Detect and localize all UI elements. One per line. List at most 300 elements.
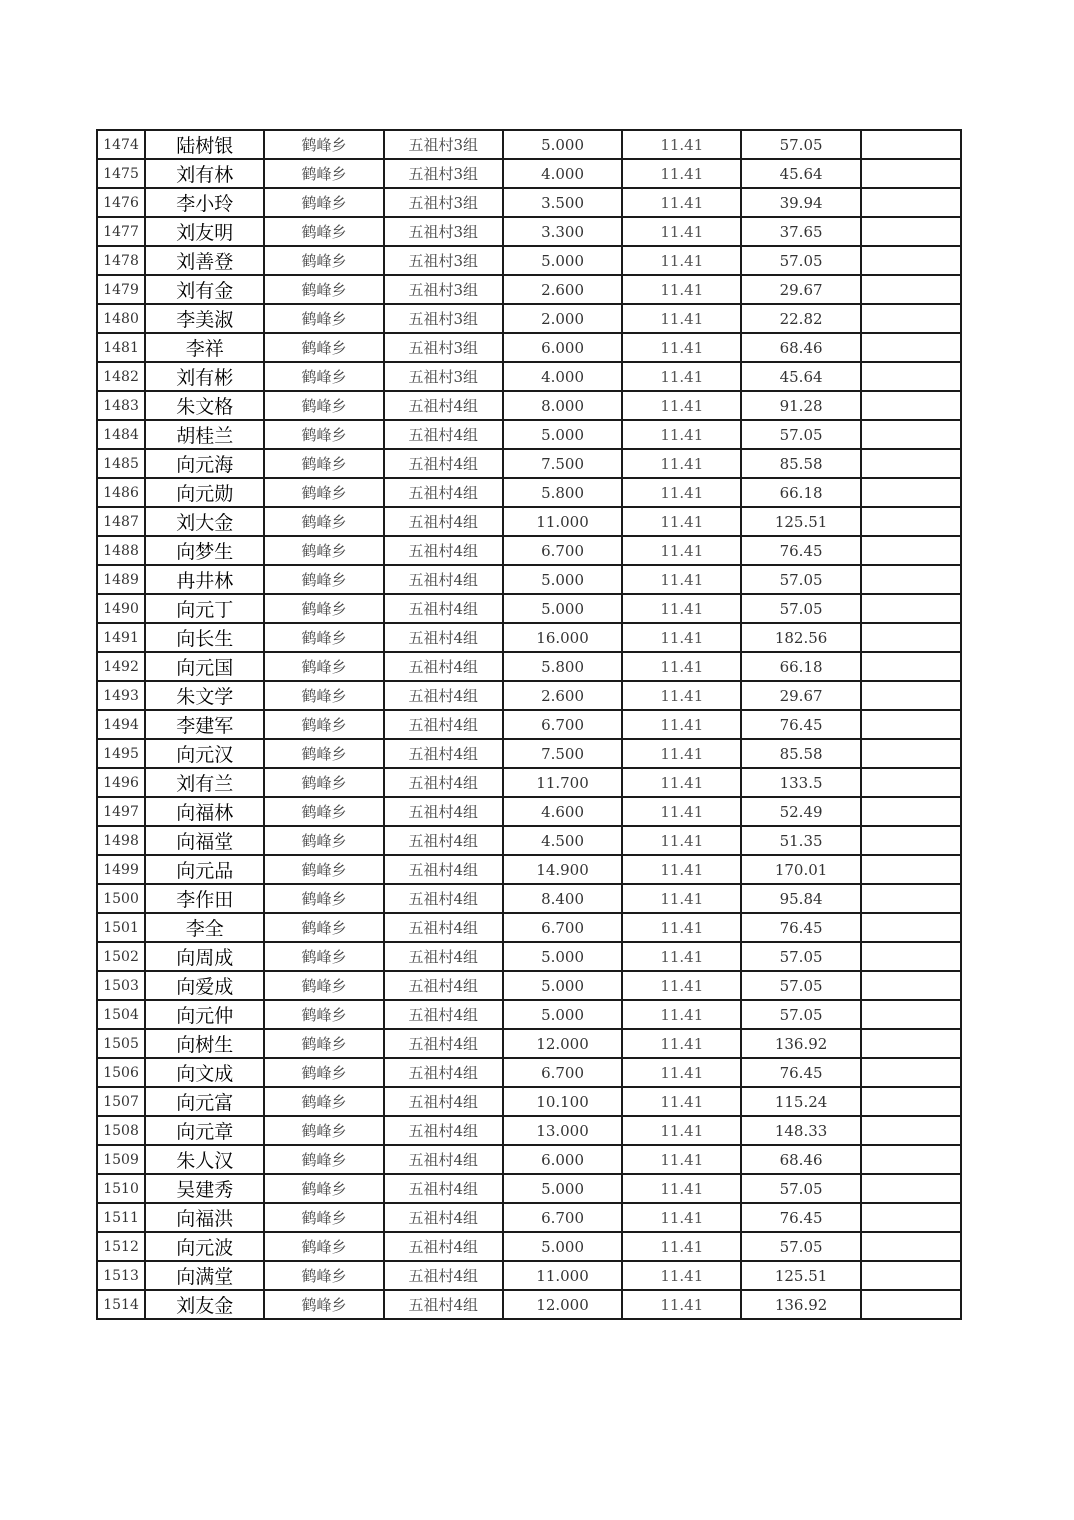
subsidy-ledger-table bbox=[96, 129, 962, 1320]
name-cell: 向元波 bbox=[145, 1232, 264, 1261]
amount-cell: 57.05 bbox=[741, 594, 860, 623]
note-cell bbox=[861, 1145, 961, 1174]
note-cell bbox=[861, 681, 961, 710]
township-cell: 鹤峰乡 bbox=[264, 391, 383, 420]
area-cell: 6.700 bbox=[503, 1203, 622, 1232]
township-cell: 鹤峰乡 bbox=[264, 1000, 383, 1029]
village-group-cell: 五祖村4组 bbox=[384, 971, 503, 1000]
note-cell bbox=[861, 971, 961, 1000]
note-cell bbox=[861, 449, 961, 478]
amount-cell: 57.05 bbox=[741, 565, 860, 594]
amount-cell: 125.51 bbox=[741, 507, 860, 536]
name-cell: 向元仲 bbox=[145, 1000, 264, 1029]
table-row bbox=[97, 826, 961, 855]
village-group-cell: 五祖村4组 bbox=[384, 652, 503, 681]
area-cell: 6.000 bbox=[503, 333, 622, 362]
note-cell bbox=[861, 507, 961, 536]
name-cell: 向元丁 bbox=[145, 594, 264, 623]
township-cell: 鹤峰乡 bbox=[264, 710, 383, 739]
area-cell: 8.400 bbox=[503, 884, 622, 913]
table-row bbox=[97, 855, 961, 884]
township-cell: 鹤峰乡 bbox=[264, 1087, 383, 1116]
village-group-cell: 五祖村4组 bbox=[384, 1029, 503, 1058]
rate-cell: 11.41 bbox=[622, 333, 741, 362]
note-cell bbox=[861, 1029, 961, 1058]
table-row bbox=[97, 362, 961, 391]
area-cell: 7.500 bbox=[503, 739, 622, 768]
village-group-cell: 五祖村3组 bbox=[384, 362, 503, 391]
row-number-cell: 1483 bbox=[97, 391, 145, 420]
township-cell: 鹤峰乡 bbox=[264, 536, 383, 565]
amount-cell: 182.56 bbox=[741, 623, 860, 652]
note-cell bbox=[861, 478, 961, 507]
village-group-cell: 五祖村4组 bbox=[384, 884, 503, 913]
area-cell: 11.000 bbox=[503, 507, 622, 536]
table-row bbox=[97, 594, 961, 623]
name-cell: 向元汉 bbox=[145, 739, 264, 768]
name-cell: 刘有金 bbox=[145, 275, 264, 304]
rate-cell: 11.41 bbox=[622, 652, 741, 681]
name-cell: 向福堂 bbox=[145, 826, 264, 855]
area-cell: 10.100 bbox=[503, 1087, 622, 1116]
township-cell: 鹤峰乡 bbox=[264, 913, 383, 942]
village-group-cell: 五祖村4组 bbox=[384, 478, 503, 507]
note-cell bbox=[861, 1290, 961, 1319]
row-number-cell: 1513 bbox=[97, 1261, 145, 1290]
rate-cell: 11.41 bbox=[622, 1261, 741, 1290]
table-row bbox=[97, 246, 961, 275]
amount-cell: 125.51 bbox=[741, 1261, 860, 1290]
table-row bbox=[97, 942, 961, 971]
table-row bbox=[97, 1029, 961, 1058]
township-cell: 鹤峰乡 bbox=[264, 884, 383, 913]
name-cell: 刘有彬 bbox=[145, 362, 264, 391]
area-cell: 4.000 bbox=[503, 362, 622, 391]
rate-cell: 11.41 bbox=[622, 449, 741, 478]
township-cell: 鹤峰乡 bbox=[264, 304, 383, 333]
name-cell: 向梦生 bbox=[145, 536, 264, 565]
rate-cell: 11.41 bbox=[622, 1174, 741, 1203]
amount-cell: 85.58 bbox=[741, 739, 860, 768]
amount-cell: 148.33 bbox=[741, 1116, 860, 1145]
amount-cell: 37.65 bbox=[741, 217, 860, 246]
village-group-cell: 五祖村3组 bbox=[384, 159, 503, 188]
note-cell bbox=[861, 1058, 961, 1087]
area-cell: 5.000 bbox=[503, 246, 622, 275]
area-cell: 16.000 bbox=[503, 623, 622, 652]
table-row bbox=[97, 768, 961, 797]
row-number-cell: 1509 bbox=[97, 1145, 145, 1174]
township-cell: 鹤峰乡 bbox=[264, 1029, 383, 1058]
township-cell: 鹤峰乡 bbox=[264, 1145, 383, 1174]
table-row bbox=[97, 1174, 961, 1203]
township-cell: 鹤峰乡 bbox=[264, 1203, 383, 1232]
village-group-cell: 五祖村4组 bbox=[384, 1261, 503, 1290]
note-cell bbox=[861, 826, 961, 855]
row-number-cell: 1480 bbox=[97, 304, 145, 333]
table-row bbox=[97, 420, 961, 449]
note-cell bbox=[861, 536, 961, 565]
note-cell bbox=[861, 304, 961, 333]
amount-cell: 95.84 bbox=[741, 884, 860, 913]
rate-cell: 11.41 bbox=[622, 1058, 741, 1087]
note-cell bbox=[861, 797, 961, 826]
area-cell: 2.600 bbox=[503, 275, 622, 304]
area-cell: 2.600 bbox=[503, 681, 622, 710]
village-group-cell: 五祖村4组 bbox=[384, 826, 503, 855]
row-number-cell: 1489 bbox=[97, 565, 145, 594]
table-row bbox=[97, 681, 961, 710]
note-cell bbox=[861, 159, 961, 188]
village-group-cell: 五祖村4组 bbox=[384, 420, 503, 449]
village-group-cell: 五祖村4组 bbox=[384, 768, 503, 797]
rate-cell: 11.41 bbox=[622, 1087, 741, 1116]
note-cell bbox=[861, 942, 961, 971]
area-cell: 6.700 bbox=[503, 913, 622, 942]
township-cell: 鹤峰乡 bbox=[264, 1174, 383, 1203]
rate-cell: 11.41 bbox=[622, 739, 741, 768]
area-cell: 5.000 bbox=[503, 1174, 622, 1203]
row-number-cell: 1490 bbox=[97, 594, 145, 623]
rate-cell: 11.41 bbox=[622, 884, 741, 913]
township-cell: 鹤峰乡 bbox=[264, 826, 383, 855]
note-cell bbox=[861, 1000, 961, 1029]
township-cell: 鹤峰乡 bbox=[264, 1261, 383, 1290]
name-cell: 向元富 bbox=[145, 1087, 264, 1116]
rate-cell: 11.41 bbox=[622, 130, 741, 159]
row-number-cell: 1498 bbox=[97, 826, 145, 855]
rate-cell: 11.41 bbox=[622, 971, 741, 1000]
row-number-cell: 1482 bbox=[97, 362, 145, 391]
amount-cell: 57.05 bbox=[741, 1000, 860, 1029]
amount-cell: 57.05 bbox=[741, 246, 860, 275]
village-group-cell: 五祖村3组 bbox=[384, 333, 503, 362]
amount-cell: 57.05 bbox=[741, 971, 860, 1000]
area-cell: 2.000 bbox=[503, 304, 622, 333]
area-cell: 3.500 bbox=[503, 188, 622, 217]
amount-cell: 57.05 bbox=[741, 1232, 860, 1261]
township-cell: 鹤峰乡 bbox=[264, 623, 383, 652]
name-cell: 向元海 bbox=[145, 449, 264, 478]
name-cell: 李美淑 bbox=[145, 304, 264, 333]
area-cell: 5.000 bbox=[503, 594, 622, 623]
rate-cell: 11.41 bbox=[622, 565, 741, 594]
township-cell: 鹤峰乡 bbox=[264, 797, 383, 826]
village-group-cell: 五祖村4组 bbox=[384, 391, 503, 420]
name-cell: 刘友明 bbox=[145, 217, 264, 246]
row-number-cell: 1505 bbox=[97, 1029, 145, 1058]
table-row bbox=[97, 971, 961, 1000]
row-number-cell: 1510 bbox=[97, 1174, 145, 1203]
table-row bbox=[97, 1261, 961, 1290]
name-cell: 胡桂兰 bbox=[145, 420, 264, 449]
row-number-cell: 1503 bbox=[97, 971, 145, 1000]
note-cell bbox=[861, 913, 961, 942]
township-cell: 鹤峰乡 bbox=[264, 217, 383, 246]
note-cell bbox=[861, 246, 961, 275]
village-group-cell: 五祖村3组 bbox=[384, 130, 503, 159]
township-cell: 鹤峰乡 bbox=[264, 507, 383, 536]
row-number-cell: 1502 bbox=[97, 942, 145, 971]
village-group-cell: 五祖村4组 bbox=[384, 710, 503, 739]
rate-cell: 11.41 bbox=[622, 217, 741, 246]
note-cell bbox=[861, 652, 961, 681]
area-cell: 5.000 bbox=[503, 130, 622, 159]
township-cell: 鹤峰乡 bbox=[264, 1058, 383, 1087]
name-cell: 向元国 bbox=[145, 652, 264, 681]
name-cell: 向爱成 bbox=[145, 971, 264, 1000]
rate-cell: 11.41 bbox=[622, 826, 741, 855]
note-cell bbox=[861, 420, 961, 449]
amount-cell: 136.92 bbox=[741, 1029, 860, 1058]
name-cell: 向文成 bbox=[145, 1058, 264, 1087]
name-cell: 朱文格 bbox=[145, 391, 264, 420]
note-cell bbox=[861, 594, 961, 623]
amount-cell: 57.05 bbox=[741, 130, 860, 159]
row-number-cell: 1504 bbox=[97, 1000, 145, 1029]
rate-cell: 11.41 bbox=[622, 710, 741, 739]
township-cell: 鹤峰乡 bbox=[264, 971, 383, 1000]
village-group-cell: 五祖村4组 bbox=[384, 565, 503, 594]
amount-cell: 45.64 bbox=[741, 362, 860, 391]
village-group-cell: 五祖村4组 bbox=[384, 855, 503, 884]
area-cell: 5.000 bbox=[503, 1000, 622, 1029]
township-cell: 鹤峰乡 bbox=[264, 652, 383, 681]
rate-cell: 11.41 bbox=[622, 913, 741, 942]
rate-cell: 11.41 bbox=[622, 1232, 741, 1261]
row-number-cell: 1494 bbox=[97, 710, 145, 739]
name-cell: 李作田 bbox=[145, 884, 264, 913]
area-cell: 12.000 bbox=[503, 1029, 622, 1058]
village-group-cell: 五祖村4组 bbox=[384, 594, 503, 623]
table-row bbox=[97, 275, 961, 304]
name-cell: 李全 bbox=[145, 913, 264, 942]
rate-cell: 11.41 bbox=[622, 188, 741, 217]
row-number-cell: 1476 bbox=[97, 188, 145, 217]
township-cell: 鹤峰乡 bbox=[264, 768, 383, 797]
table-row bbox=[97, 1232, 961, 1261]
row-number-cell: 1478 bbox=[97, 246, 145, 275]
row-number-cell: 1506 bbox=[97, 1058, 145, 1087]
note-cell bbox=[861, 739, 961, 768]
area-cell: 12.000 bbox=[503, 1290, 622, 1319]
area-cell: 6.700 bbox=[503, 710, 622, 739]
table-row bbox=[97, 884, 961, 913]
note-cell bbox=[861, 1116, 961, 1145]
village-group-cell: 五祖村4组 bbox=[384, 1290, 503, 1319]
row-number-cell: 1477 bbox=[97, 217, 145, 246]
amount-cell: 57.05 bbox=[741, 420, 860, 449]
rate-cell: 11.41 bbox=[622, 275, 741, 304]
note-cell bbox=[861, 362, 961, 391]
rate-cell: 11.41 bbox=[622, 391, 741, 420]
name-cell: 刘大金 bbox=[145, 507, 264, 536]
village-group-cell: 五祖村3组 bbox=[384, 304, 503, 333]
row-number-cell: 1474 bbox=[97, 130, 145, 159]
village-group-cell: 五祖村4组 bbox=[384, 681, 503, 710]
area-cell: 5.000 bbox=[503, 420, 622, 449]
township-cell: 鹤峰乡 bbox=[264, 565, 383, 594]
area-cell: 8.000 bbox=[503, 391, 622, 420]
name-cell: 李建军 bbox=[145, 710, 264, 739]
name-cell: 向满堂 bbox=[145, 1261, 264, 1290]
village-group-cell: 五祖村4组 bbox=[384, 623, 503, 652]
table-row bbox=[97, 1116, 961, 1145]
row-number-cell: 1511 bbox=[97, 1203, 145, 1232]
row-number-cell: 1484 bbox=[97, 420, 145, 449]
name-cell: 刘有林 bbox=[145, 159, 264, 188]
rate-cell: 11.41 bbox=[622, 681, 741, 710]
table-row bbox=[97, 130, 961, 159]
village-group-cell: 五祖村4组 bbox=[384, 1000, 503, 1029]
village-group-cell: 五祖村4组 bbox=[384, 536, 503, 565]
rate-cell: 11.41 bbox=[622, 1145, 741, 1174]
township-cell: 鹤峰乡 bbox=[264, 681, 383, 710]
village-group-cell: 五祖村4组 bbox=[384, 1058, 503, 1087]
table-row bbox=[97, 623, 961, 652]
amount-cell: 66.18 bbox=[741, 478, 860, 507]
name-cell: 冉井林 bbox=[145, 565, 264, 594]
row-number-cell: 1486 bbox=[97, 478, 145, 507]
village-group-cell: 五祖村4组 bbox=[384, 1203, 503, 1232]
table-row bbox=[97, 652, 961, 681]
rate-cell: 11.41 bbox=[622, 536, 741, 565]
area-cell: 14.900 bbox=[503, 855, 622, 884]
name-cell: 向树生 bbox=[145, 1029, 264, 1058]
note-cell bbox=[861, 1232, 961, 1261]
area-cell: 4.000 bbox=[503, 159, 622, 188]
rate-cell: 11.41 bbox=[622, 507, 741, 536]
rate-cell: 11.41 bbox=[622, 362, 741, 391]
row-number-cell: 1485 bbox=[97, 449, 145, 478]
rate-cell: 11.41 bbox=[622, 1290, 741, 1319]
rate-cell: 11.41 bbox=[622, 768, 741, 797]
rate-cell: 11.41 bbox=[622, 1116, 741, 1145]
amount-cell: 91.28 bbox=[741, 391, 860, 420]
row-number-cell: 1508 bbox=[97, 1116, 145, 1145]
amount-cell: 57.05 bbox=[741, 942, 860, 971]
table-row bbox=[97, 217, 961, 246]
area-cell: 11.000 bbox=[503, 1261, 622, 1290]
area-cell: 6.700 bbox=[503, 1058, 622, 1087]
township-cell: 鹤峰乡 bbox=[264, 739, 383, 768]
table-row bbox=[97, 1000, 961, 1029]
rate-cell: 11.41 bbox=[622, 1029, 741, 1058]
amount-cell: 170.01 bbox=[741, 855, 860, 884]
amount-cell: 68.46 bbox=[741, 333, 860, 362]
amount-cell: 22.82 bbox=[741, 304, 860, 333]
township-cell: 鹤峰乡 bbox=[264, 159, 383, 188]
village-group-cell: 五祖村4组 bbox=[384, 1116, 503, 1145]
rate-cell: 11.41 bbox=[622, 623, 741, 652]
table-row bbox=[97, 710, 961, 739]
village-group-cell: 五祖村4组 bbox=[384, 739, 503, 768]
amount-cell: 76.45 bbox=[741, 913, 860, 942]
area-cell: 7.500 bbox=[503, 449, 622, 478]
note-cell bbox=[861, 623, 961, 652]
row-number-cell: 1500 bbox=[97, 884, 145, 913]
row-number-cell: 1493 bbox=[97, 681, 145, 710]
row-number-cell: 1488 bbox=[97, 536, 145, 565]
row-number-cell: 1481 bbox=[97, 333, 145, 362]
amount-cell: 68.46 bbox=[741, 1145, 860, 1174]
area-cell: 6.700 bbox=[503, 536, 622, 565]
row-number-cell: 1514 bbox=[97, 1290, 145, 1319]
note-cell bbox=[861, 275, 961, 304]
township-cell: 鹤峰乡 bbox=[264, 1232, 383, 1261]
note-cell bbox=[861, 855, 961, 884]
note-cell bbox=[861, 130, 961, 159]
area-cell: 13.000 bbox=[503, 1116, 622, 1145]
township-cell: 鹤峰乡 bbox=[264, 855, 383, 884]
note-cell bbox=[861, 884, 961, 913]
note-cell bbox=[861, 391, 961, 420]
amount-cell: 45.64 bbox=[741, 159, 860, 188]
amount-cell: 51.35 bbox=[741, 826, 860, 855]
township-cell: 鹤峰乡 bbox=[264, 594, 383, 623]
amount-cell: 39.94 bbox=[741, 188, 860, 217]
area-cell: 5.000 bbox=[503, 1232, 622, 1261]
name-cell: 向福洪 bbox=[145, 1203, 264, 1232]
note-cell bbox=[861, 1087, 961, 1116]
village-group-cell: 五祖村4组 bbox=[384, 449, 503, 478]
village-group-cell: 五祖村4组 bbox=[384, 913, 503, 942]
row-number-cell: 1479 bbox=[97, 275, 145, 304]
village-group-cell: 五祖村3组 bbox=[384, 217, 503, 246]
note-cell bbox=[861, 188, 961, 217]
table-row bbox=[97, 391, 961, 420]
name-cell: 朱人汉 bbox=[145, 1145, 264, 1174]
amount-cell: 76.45 bbox=[741, 536, 860, 565]
ledger-body bbox=[97, 130, 961, 1319]
table-row bbox=[97, 478, 961, 507]
amount-cell: 76.45 bbox=[741, 1058, 860, 1087]
village-group-cell: 五祖村4组 bbox=[384, 507, 503, 536]
name-cell: 吴建秀 bbox=[145, 1174, 264, 1203]
name-cell: 向福林 bbox=[145, 797, 264, 826]
row-number-cell: 1507 bbox=[97, 1087, 145, 1116]
township-cell: 鹤峰乡 bbox=[264, 275, 383, 304]
area-cell: 4.600 bbox=[503, 797, 622, 826]
table-row bbox=[97, 797, 961, 826]
row-number-cell: 1475 bbox=[97, 159, 145, 188]
amount-cell: 76.45 bbox=[741, 1203, 860, 1232]
rate-cell: 11.41 bbox=[622, 942, 741, 971]
table-row bbox=[97, 913, 961, 942]
note-cell bbox=[861, 333, 961, 362]
amount-cell: 85.58 bbox=[741, 449, 860, 478]
name-cell: 向周成 bbox=[145, 942, 264, 971]
township-cell: 鹤峰乡 bbox=[264, 478, 383, 507]
table-row bbox=[97, 304, 961, 333]
amount-cell: 66.18 bbox=[741, 652, 860, 681]
name-cell: 向元品 bbox=[145, 855, 264, 884]
table-row bbox=[97, 449, 961, 478]
village-group-cell: 五祖村3组 bbox=[384, 246, 503, 275]
township-cell: 鹤峰乡 bbox=[264, 362, 383, 391]
township-cell: 鹤峰乡 bbox=[264, 449, 383, 478]
village-group-cell: 五祖村4组 bbox=[384, 942, 503, 971]
table-row bbox=[97, 1087, 961, 1116]
table-row bbox=[97, 1145, 961, 1174]
village-group-cell: 五祖村4组 bbox=[384, 1174, 503, 1203]
rate-cell: 11.41 bbox=[622, 855, 741, 884]
name-cell: 刘善登 bbox=[145, 246, 264, 275]
township-cell: 鹤峰乡 bbox=[264, 246, 383, 275]
name-cell: 刘有兰 bbox=[145, 768, 264, 797]
row-number-cell: 1512 bbox=[97, 1232, 145, 1261]
row-number-cell: 1487 bbox=[97, 507, 145, 536]
